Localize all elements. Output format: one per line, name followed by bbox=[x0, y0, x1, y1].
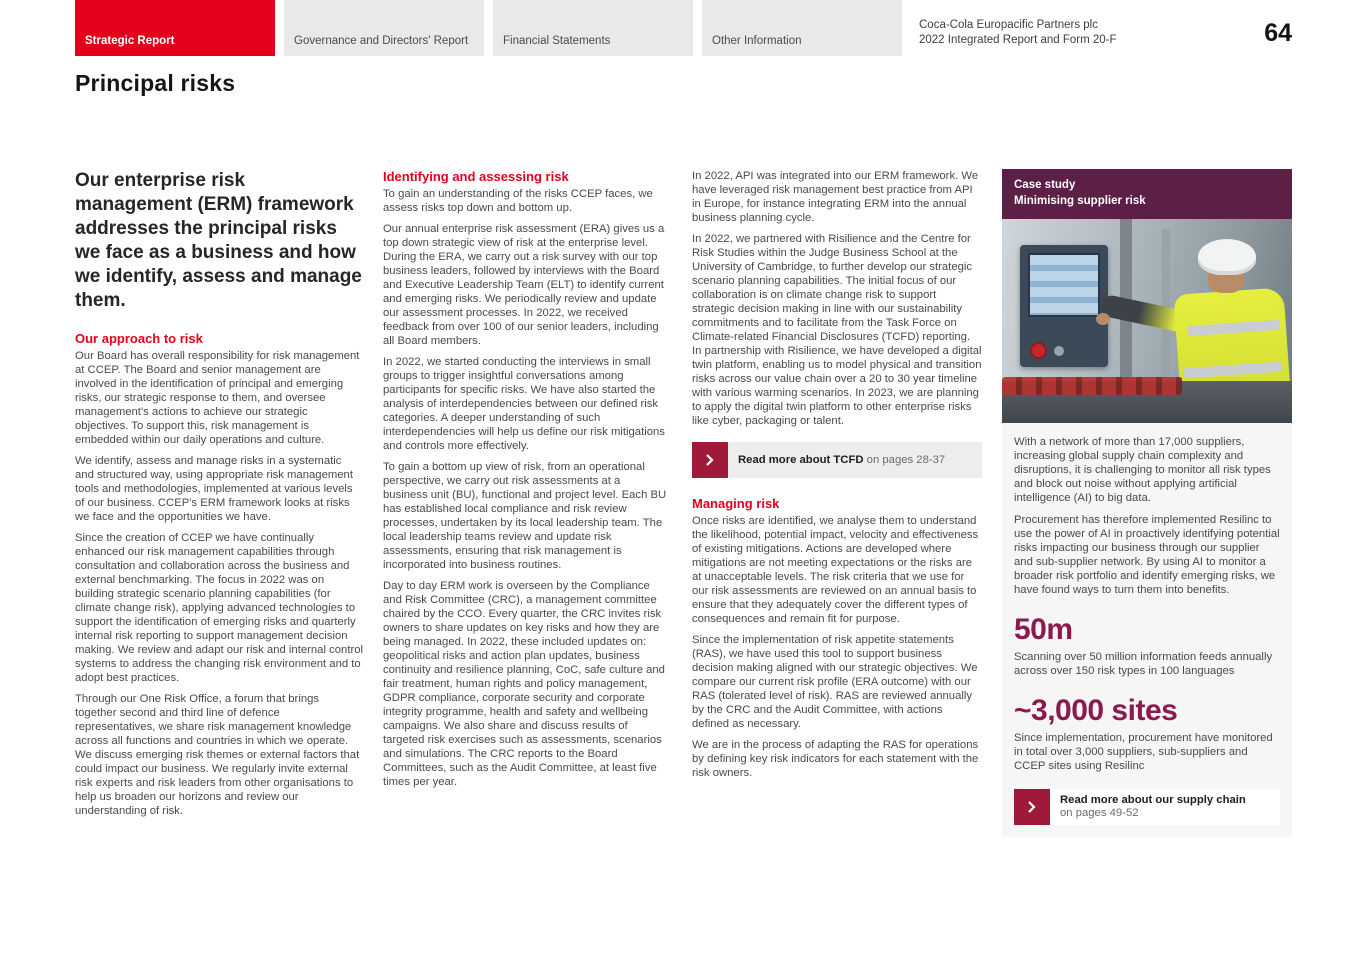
tab-financial-statements[interactable] bbox=[493, 0, 693, 56]
paragraph: Our annual enterprise risk assessment (ERA) gives us a top down strategic view of risk at the enterprise level. During the ERA, we carry out a risk survey with our top business leaders, followed by interviews with the Board and Executive Leadership Team (ELT) to identify current and emerging risks. We periodically review and update our assessment processes. In 2022, we received feedback from over 100 of our senior leaders, including all Board members. bbox=[383, 223, 665, 347]
section-heading-approach: Our approach to risk bbox=[75, 330, 203, 346]
column-approach bbox=[75, 169, 363, 818]
company-name: Coca-Cola Europacific Partners plc bbox=[919, 18, 1098, 31]
readmore-supply-chain-label: Read more about our supply chain bbox=[1060, 794, 1246, 807]
photo-panel-button bbox=[1054, 346, 1064, 356]
readmore-supply-chain-pages: on pages 49-52 bbox=[1060, 807, 1139, 820]
section-heading-managing: Managing risk bbox=[692, 496, 780, 511]
content-columns bbox=[0, 169, 1365, 837]
top-tab-bar bbox=[0, 0, 1365, 56]
photo-panel-screen bbox=[1028, 253, 1100, 317]
page-number: 64 bbox=[1264, 19, 1292, 47]
chevron-right-icon bbox=[1014, 789, 1050, 825]
paragraph: We identify, assess and manage risks in a systematic and structured way, using appropriate risk management tools and methodologies, implemented at various levels of our business. CCEP's ERM framework looks at risks we face and the opportunities we have. bbox=[75, 454, 353, 523]
column-identifying bbox=[383, 169, 668, 789]
paragraph: Through our One Risk Office, a forum that brings together second and third line of defence representatives, we share risk management knowledge across all functions and countries in which we operate. We discuss emerging risk themes or external factors that could impact our business. We regularly invite external risk experts and risk leaders from other organisations to help us broaden our horizons and review our understanding of risk. bbox=[75, 692, 360, 817]
paragraph: Day to day ERM work is overseen by the Compliance and Risk Committee (CRC), a management committee chaired by the CCO. Every quarter, the CRC invites risk owners to share updates on key risks and how they are being managed. In 2022, these included updates on: geopolitical risks and action plan updates, business continuity and resilience planning, CoC, safe culture and fair treatment, human rights and policy management, GDPR compliance, corporate security and corporate integrity programme, health and safety and wellbeing campaigns. We also share and discuss results of targeted risk exercises such as assessments, scenarios and simulations. The CRC reports to the Board Committees, such as the Audit Committee, at least five times per year. bbox=[383, 580, 665, 788]
stat-description: Since implementation, procurement have monitored in total over 3,000 suppliers, sub-suppliers and CCEP sites using Resilinc bbox=[1014, 732, 1273, 773]
stat-value: ~3,000 sites bbox=[1014, 694, 1178, 728]
chevron-right-icon bbox=[692, 442, 728, 478]
readmore-tcfd-label: Read more about TCFD bbox=[738, 453, 864, 466]
case-study-panel bbox=[1002, 169, 1292, 837]
stat-sites-monitored bbox=[1014, 696, 1280, 773]
paragraph: In 2022, we partnered with Risilience and the Centre for Risk Studies within the Judge Business School at the University of Cambridge, to further develop our strategic scenario planning capabilities. The initial focus of our collaboration is on climate change risk to support strategic decision making in line with our sustainability commitments and to facilitate from the Task Force on Climate-related Financial Disclosures (TCFD) reporting. In partnership with Risilience, we have developed a digital twin platform, enabling us to model physical and transition risks across our value chain over a 20 to 30 year timeline with various warming scenarios. In 2023, we are planning to apply the digital twin platform to other enterprise risks like cyber, packaging or talent. bbox=[692, 233, 982, 427]
tab-label: Governance and Directors' Report bbox=[294, 35, 469, 47]
case-study-label: Case study bbox=[1014, 179, 1076, 191]
tab-label: Strategic Report bbox=[85, 35, 175, 47]
paragraph: Procurement has therefore implemented Resilinc to use the power of AI in proactively identifying potential risks impacting our business through our supplier and sub-supplier network. By using AI to monitor a broader risk portfolio and identify emerging risks, we have found ways to turn them into benefits. bbox=[1014, 514, 1280, 597]
case-study-photo bbox=[1002, 219, 1292, 423]
readmore-supply-chain-link[interactable] bbox=[1014, 789, 1280, 825]
paragraph: We are in the process of adapting the RAS for operations by defining key risk indicators for each statement with the risk owners. bbox=[692, 739, 979, 779]
paragraph: Our Board has overall responsibility for risk management at CCEP. The Board and senior management are involved in the identification of principal and emerging risks, our strategic response to them, and oversee management's actions to achieve our strategic objectives. To support this, risk management is embedded within our daily operations and culture. bbox=[75, 349, 360, 446]
section-heading-identifying: Identifying and assessing risk bbox=[383, 169, 569, 184]
tab-strategic-report[interactable] bbox=[75, 0, 275, 56]
readmore-tcfd-text bbox=[728, 454, 955, 467]
tab-governance-directors-report[interactable] bbox=[284, 0, 484, 56]
stat-description: Scanning over 50 million information feeds annually across over 150 risk types in 100 languages bbox=[1014, 651, 1273, 678]
readmore-tcfd-link[interactable] bbox=[692, 442, 982, 478]
page-title: Principal risks bbox=[75, 70, 236, 96]
photo-control-panel bbox=[1020, 245, 1108, 367]
photo-worker-helmet bbox=[1198, 239, 1256, 275]
readmore-tcfd-pages: on pages 28-37 bbox=[863, 453, 946, 466]
intro-statement: Our enterprise risk management (ERM) framework addresses the principal risks we face as a business and how we identify, assess and manage them. bbox=[75, 170, 362, 311]
photo-red-rollers bbox=[1002, 377, 1182, 395]
paragraph: To gain a bottom up view of risk, from an operational perspective, we carry out risk assessments at a business unit (BU), functional and project level. Each BU has established local compliance and risk review processes, undertaken by its local leadership team. The local leadership teams review and update risk assessments, ensuring that risk management is incorporated into business routines. bbox=[383, 461, 667, 571]
paragraph: Since the creation of CCEP we have continually enhanced our risk management capabilities through consultation and collaboration across the business and external benchmarking. The focus in 2022 was on building strategic scenario planning capabilities (for climate change risk), applying advanced technologies to support the identification of emerging risks and quarterly internal risk reporting to support management decision making. We review and adapt our risk and internal control systems to address the changing risk environment and to adopt best practices. bbox=[75, 531, 364, 684]
photo-worker-hand bbox=[1096, 313, 1110, 325]
case-study-header bbox=[1002, 169, 1292, 219]
case-study-title: Minimising supplier risk bbox=[1014, 194, 1146, 207]
paragraph: To gain an understanding of the risks CCEP faces, we assess risks top down and bottom up. bbox=[383, 188, 653, 214]
readmore-supply-chain-text bbox=[1050, 794, 1256, 820]
company-info bbox=[911, 18, 1117, 56]
column-managing bbox=[692, 169, 982, 780]
photo-machinery-frame bbox=[1162, 229, 1170, 379]
paragraph: In 2022, we started conducting the interviews in small groups to trigger insightful conversations among participants for specific risks. We have also started the analysis of interdependencies between our defined risk categories. A deeper understanding of such interdependencies will help us define our risk mitigations and controls more effectively. bbox=[383, 356, 665, 452]
paragraph: With a network of more than 17,000 suppliers, increasing global supply chain complexity and disruptions, it is challenging to monitor all risk types and block out noise without applying artificial intelligence (AI) to big data. bbox=[1014, 436, 1271, 505]
paragraph: Since the implementation of risk appetite statements (RAS), we have used this tool to support business decision making aligned with our strategic objectives. We compare our current risk profile (ERA outcome) with our RAS (tolerated level of risk). RAS are reviewed annually by the CRC and the Audit Committee, with actions defined as necessary. bbox=[692, 634, 978, 730]
stat-value: 50m bbox=[1014, 613, 1073, 647]
paragraph: Once risks are identified, we analyse them to understand the likelihood, potential impact, velocity and effectiveness of existing mitigations. Actions are developed where mitigations are not meeting expectations or the risks are at unacceptable levels. The risk criteria that we use for our risk assessments are reviewed on an annual basis to ensure that they adequately cover the different types of consequences and remain fit for purpose. bbox=[692, 515, 979, 625]
report-name: 2022 Integrated Report and Form 20-F bbox=[919, 34, 1117, 47]
tab-label: Other Information bbox=[712, 35, 802, 47]
tab-other-information[interactable] bbox=[702, 0, 902, 56]
stat-information-feeds bbox=[1014, 615, 1280, 678]
case-study-body bbox=[1002, 423, 1292, 773]
tab-label: Financial Statements bbox=[503, 35, 611, 47]
paragraph: In 2022, API was integrated into our ERM framework. We have leveraged risk management best practice from API in Europe, for instance integrating ERM into the annual business planning cycle. bbox=[692, 170, 979, 224]
photo-emergency-stop-button bbox=[1032, 344, 1045, 357]
